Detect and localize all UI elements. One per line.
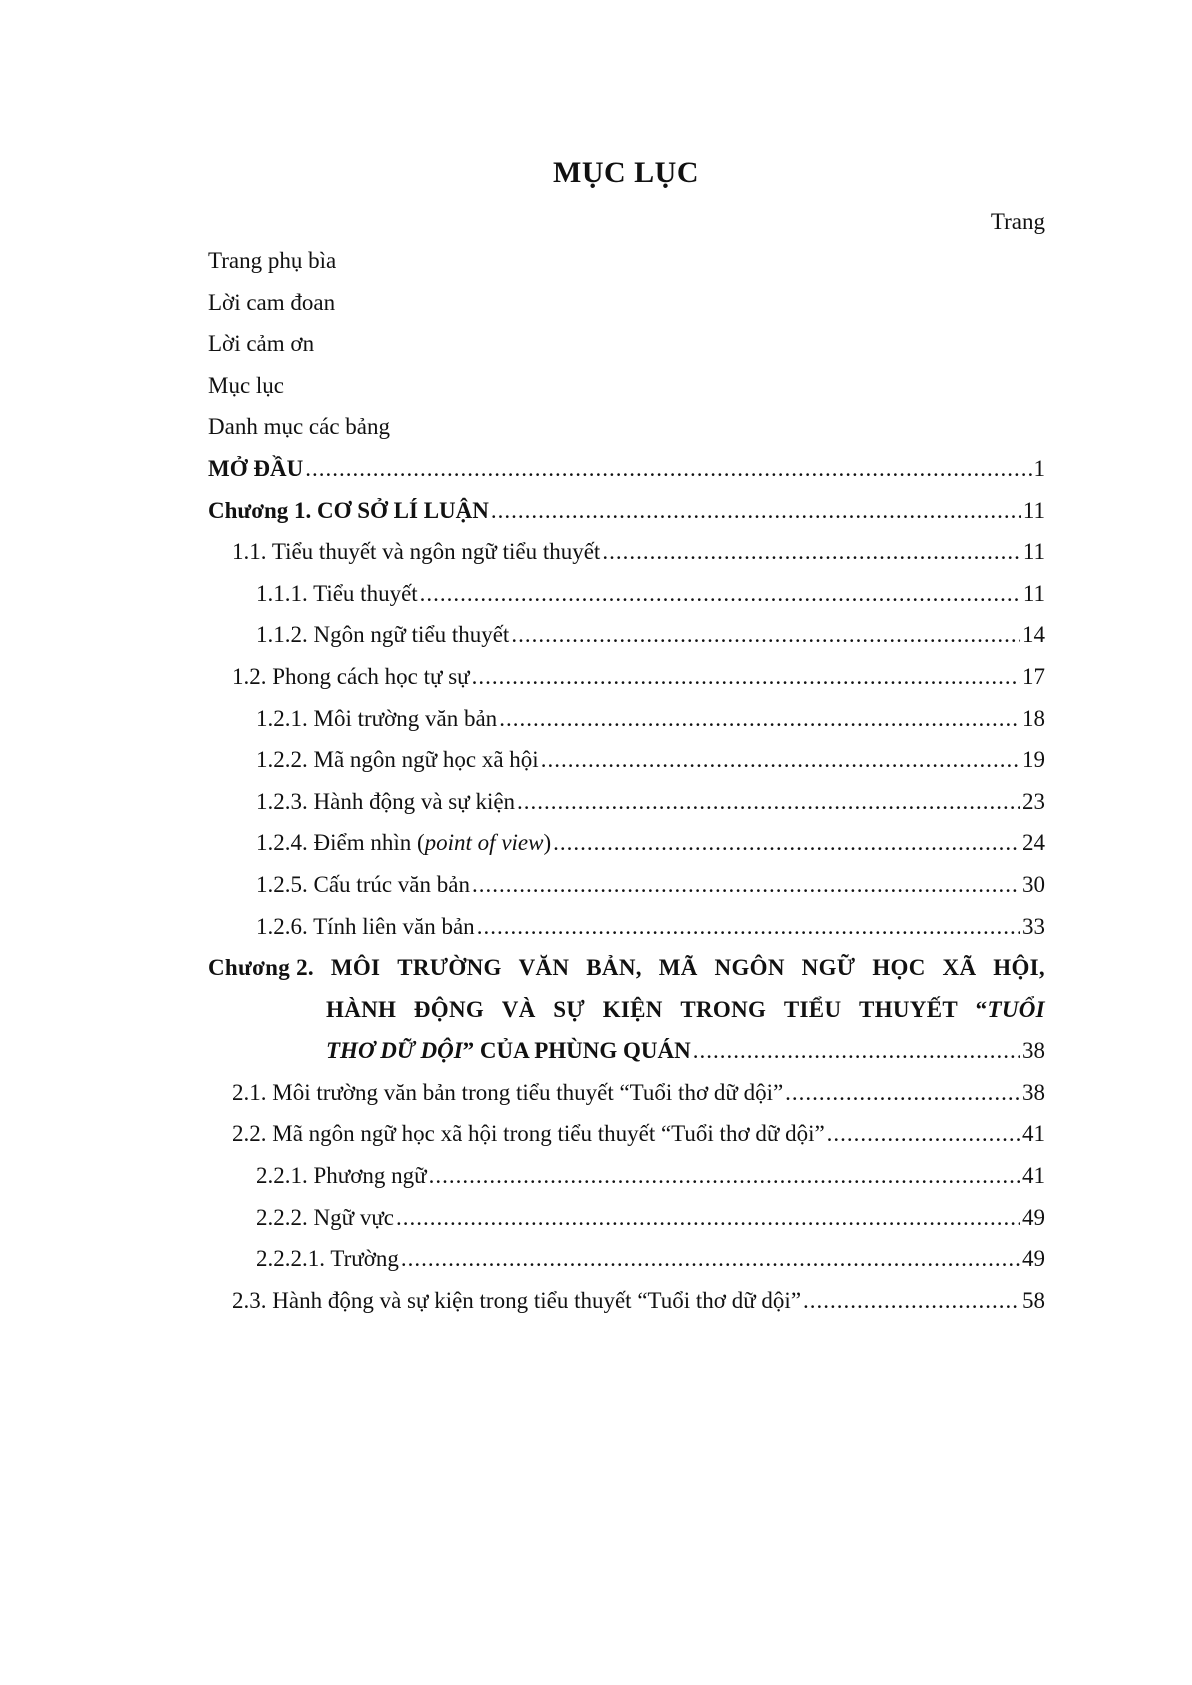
title-word: ĐỘNG bbox=[413, 996, 485, 1022]
title-word: BẢN, bbox=[586, 955, 642, 981]
title-word: HỘI, bbox=[993, 955, 1045, 981]
page-column-label: Trang bbox=[990, 209, 1045, 234]
title-word: VÀ bbox=[501, 996, 536, 1022]
toc-entry-text: 1.1.1. Tiểu thuyết bbox=[256, 580, 418, 606]
title-word: XÃ bbox=[942, 955, 977, 981]
title-word: MÔI bbox=[330, 955, 381, 981]
toc-entry-1-2-5[interactable] bbox=[208, 864, 1045, 906]
toc-dot-leader bbox=[693, 1030, 1020, 1072]
toc-entry-2-2-2[interactable] bbox=[208, 1197, 1045, 1239]
toc-dot-leader bbox=[429, 1155, 1020, 1197]
toc-dot-leader bbox=[401, 1238, 1020, 1280]
toc-entry-page: 14 bbox=[1022, 622, 1045, 648]
title-word: TIỂU bbox=[783, 996, 842, 1022]
toc-entry-front-cover[interactable] bbox=[208, 240, 1045, 282]
page-title: MỤC LỤC bbox=[553, 156, 699, 189]
toc-dot-leader bbox=[396, 1197, 1020, 1239]
title-italic-part: THƠ DỮ DỘI bbox=[326, 1038, 463, 1064]
toc-dot-leader bbox=[827, 1113, 1020, 1155]
toc-dot-leader bbox=[491, 490, 1021, 532]
title-word: Chương 2. bbox=[208, 955, 314, 981]
toc-dot-leader bbox=[517, 781, 1020, 823]
toc-dot-leader bbox=[553, 822, 1020, 864]
toc-entry-text: 2.2. Mã ngôn ngữ học xã hội trong tiểu thuyết “Tuổi thơ dữ dội” bbox=[232, 1121, 825, 1147]
toc-entry-text: MỞ ĐẦU bbox=[208, 455, 304, 481]
toc-entry-1-2-3[interactable] bbox=[208, 781, 1045, 823]
toc-entry-2-1[interactable] bbox=[208, 1072, 1045, 1114]
toc-entry-text: 1.2.1. Môi trường văn bản bbox=[256, 705, 498, 731]
toc-entry-introduction[interactable] bbox=[208, 448, 1045, 490]
toc-entry-page: 30 bbox=[1022, 871, 1045, 897]
toc-entry-text: 1.2.5. Cấu trúc văn bản bbox=[256, 871, 470, 897]
toc-dot-leader bbox=[472, 656, 1020, 698]
title-word-last bbox=[976, 989, 1045, 1031]
title-word: SỰ bbox=[553, 996, 585, 1022]
toc-entry-text bbox=[326, 1030, 691, 1072]
toc-entry-1-2[interactable] bbox=[208, 656, 1045, 698]
title-word: TRONG bbox=[680, 996, 767, 1022]
toc-entry-page: 41 bbox=[1022, 1163, 1045, 1189]
toc-dot-leader bbox=[602, 531, 1021, 573]
toc-entry-text: 1.2.6. Tính liên văn bản bbox=[256, 913, 475, 939]
toc-entry-text: 2.2.1. Phương ngữ bbox=[256, 1163, 427, 1189]
toc-entry-text: 1.2.3. Hành động và sự kiện bbox=[256, 788, 516, 814]
title-word: THUYẾT bbox=[859, 996, 958, 1022]
toc-entry-page: 58 bbox=[1022, 1287, 1045, 1313]
toc-entry-1-2-1[interactable] bbox=[208, 698, 1045, 740]
toc-entry-text: Lời cam đoan bbox=[208, 289, 336, 315]
title-word: NGỮ bbox=[801, 955, 856, 981]
toc-entry-contents[interactable] bbox=[208, 365, 1045, 407]
title-rest: ” CỦA PHÙNG QUÁN bbox=[462, 1038, 691, 1064]
toc-entry-1-1-2[interactable] bbox=[208, 614, 1045, 656]
toc-entry-text: 1.2. Phong cách học tự sự bbox=[232, 663, 470, 689]
table-of-contents bbox=[208, 240, 1045, 1321]
toc-entry-chapter-1[interactable] bbox=[208, 490, 1045, 532]
toc-entry-text bbox=[256, 822, 551, 864]
toc-entry-page: 17 bbox=[1022, 663, 1045, 689]
toc-dot-leader bbox=[420, 573, 1021, 615]
toc-entry-page: 23 bbox=[1022, 788, 1045, 814]
toc-entry-page: 19 bbox=[1022, 747, 1045, 773]
toc-entry-acknowledgements[interactable] bbox=[208, 323, 1045, 365]
toc-entry-page: 18 bbox=[1022, 705, 1045, 731]
toc-entry-list-of-tables[interactable] bbox=[208, 406, 1045, 448]
chapter-2-title-line-2 bbox=[208, 989, 1045, 1031]
toc-entry-page: 11 bbox=[1022, 497, 1045, 523]
toc-entry-page: 11 bbox=[1022, 539, 1045, 565]
toc-entry-page: 24 bbox=[1022, 830, 1045, 856]
title-word: TRƯỜNG bbox=[397, 955, 502, 981]
toc-dot-leader bbox=[785, 1072, 1020, 1114]
toc-dot-leader bbox=[541, 739, 1020, 781]
toc-entry-text: 2.2.2.1. Trường bbox=[256, 1246, 399, 1272]
toc-entry-page: 49 bbox=[1022, 1204, 1045, 1230]
toc-dot-leader bbox=[803, 1280, 1020, 1322]
toc-entry-declaration[interactable] bbox=[208, 282, 1045, 324]
title-word: NGÔN bbox=[714, 955, 785, 981]
toc-entry-2-2[interactable] bbox=[208, 1113, 1045, 1155]
toc-entry-text: Chương 1. CƠ SỞ LÍ LUẬN bbox=[208, 497, 489, 523]
toc-entry-text-before: 1.2.4. Điểm nhìn ( bbox=[256, 830, 425, 856]
chapter-2-title-line-3 bbox=[208, 1030, 1045, 1072]
toc-entry-2-2-2-1[interactable] bbox=[208, 1238, 1045, 1280]
title-word: HỌC bbox=[872, 955, 926, 981]
toc-dot-leader bbox=[305, 448, 1031, 490]
toc-entry-text: Danh mục các bảng bbox=[208, 414, 391, 440]
toc-dot-leader bbox=[499, 698, 1020, 740]
toc-entry-text: 2.3. Hành động và sự kiện trong tiểu thuyết “Tuổi thơ dữ dội” bbox=[232, 1287, 802, 1313]
open-quote: “ bbox=[975, 996, 988, 1022]
toc-entry-2-3[interactable] bbox=[208, 1280, 1045, 1322]
title-word: VĂN bbox=[518, 955, 570, 981]
toc-entry-1-1[interactable] bbox=[208, 531, 1045, 573]
toc-entry-page: 38 bbox=[1022, 1079, 1045, 1105]
toc-dot-leader bbox=[472, 864, 1020, 906]
toc-entry-text-italic: point of view bbox=[424, 830, 544, 856]
toc-entry-2-2-1[interactable] bbox=[208, 1155, 1045, 1197]
toc-entry-text: 1.1. Tiểu thuyết và ngôn ngữ tiểu thuyết bbox=[232, 539, 601, 565]
title-word: HÀNH bbox=[326, 996, 397, 1022]
toc-entry-text: Mục lục bbox=[208, 372, 285, 398]
toc-entry-text-after: ) bbox=[543, 830, 552, 856]
toc-entry-text: Trang phụ bìa bbox=[208, 248, 337, 273]
toc-entry-page: 1 bbox=[1033, 455, 1045, 481]
toc-dot-leader bbox=[477, 906, 1020, 948]
title-word: KIỆN bbox=[602, 996, 663, 1022]
toc-entry-1-2-4[interactable] bbox=[208, 822, 1045, 864]
toc-entry-text: 2.2.2. Ngữ vực bbox=[256, 1204, 394, 1230]
toc-entry-text: 1.1.2. Ngôn ngữ tiểu thuyết bbox=[256, 622, 510, 648]
toc-entry-page: 11 bbox=[1022, 580, 1045, 606]
title-italic-word: TUỔI bbox=[987, 996, 1045, 1022]
toc-entry-text: 1.2.2. Mã ngôn ngữ học xã hội bbox=[256, 747, 539, 773]
toc-dot-leader bbox=[511, 614, 1020, 656]
toc-entry-1-1-1[interactable] bbox=[208, 573, 1045, 615]
chapter-2-title-line-1 bbox=[208, 947, 1045, 989]
toc-entry-page: 41 bbox=[1022, 1121, 1045, 1147]
toc-entry-text: 2.1. Môi trường văn bản trong tiểu thuyết “Tuổi thơ dữ dội” bbox=[232, 1079, 784, 1105]
toc-entry-1-2-2[interactable] bbox=[208, 739, 1045, 781]
title-word: MÃ bbox=[658, 955, 698, 981]
toc-entry-chapter-2[interactable] bbox=[208, 947, 1045, 1072]
toc-entry-page: 38 bbox=[1022, 1038, 1045, 1064]
toc-entry-1-2-6[interactable] bbox=[208, 906, 1045, 948]
toc-entry-page: 49 bbox=[1022, 1246, 1045, 1272]
toc-entry-page: 33 bbox=[1022, 913, 1045, 939]
toc-entry-text: Lời cảm ơn bbox=[208, 331, 315, 357]
